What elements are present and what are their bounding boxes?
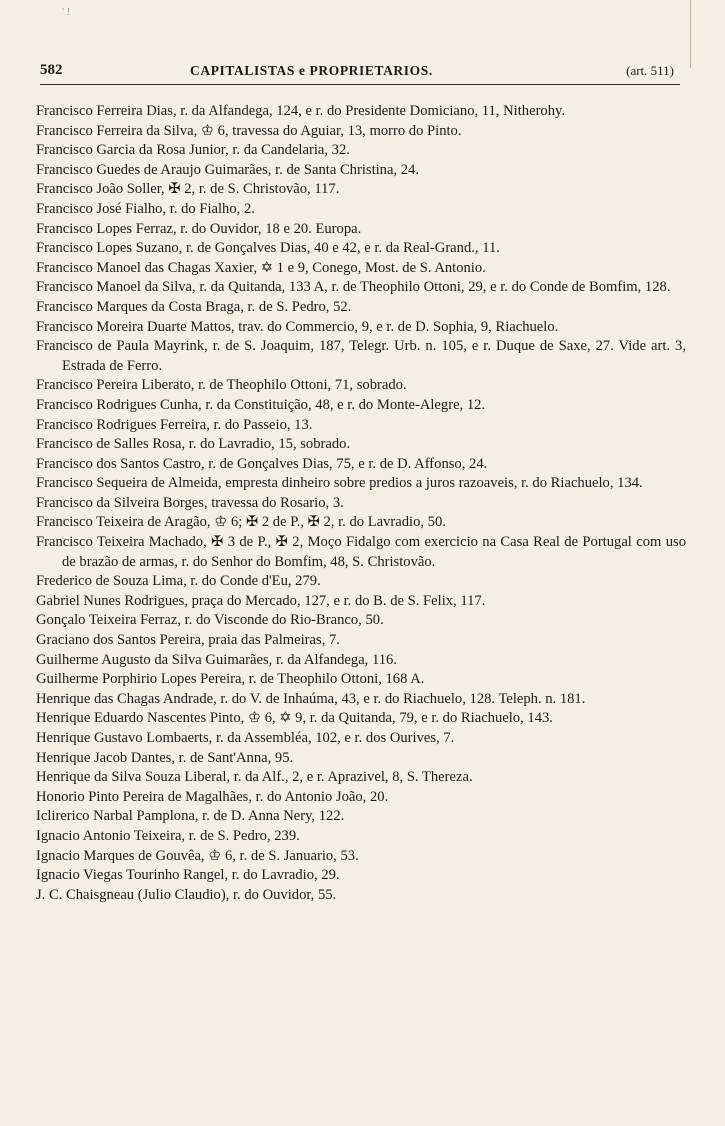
directory-entry: Francisco de Salles Rosa, r. do Lavradio, 15, sobrado.	[36, 436, 351, 453]
page-number: 582	[40, 62, 63, 78]
directory-entry: Henrique Eduardo Nascentes Pinto, ♔ 6, ✡ 9, r. da Quitanda, 79, e r. do Riachuelo, 143.	[36, 710, 553, 727]
directory-entry: Gabriel Nunes Rodrigues, praça do Mercado, 127, e r. do B. de S. Felix, 117.	[36, 592, 486, 609]
directory-entry: Francisco Marques da Costa Braga, r. de S. Pedro, 52.	[36, 298, 352, 315]
page-edge-line	[690, 0, 691, 68]
running-title: CAPITALISTAS e PROPRIETARIOS.	[190, 63, 433, 78]
directory-entry: Ignacio Antonio Teixeira, r. de S. Pedro, 239.	[36, 827, 300, 844]
directory-entry: Gonçalo Teixeira Ferraz, r. do Visconde do Rio-Branco, 50.	[36, 612, 384, 629]
running-header	[40, 60, 680, 85]
directory-entry: Francisco Lopes Ferraz, r. do Ouvidor, 18 e 20. Europa.	[36, 220, 362, 237]
article-reference: (art. 511)	[626, 63, 674, 78]
directory-entry: Francisco Sequeira de Almeida, empresta dinheiro sobre predios a juros razoaveis, r. do Riachuelo, 134.	[36, 475, 643, 492]
directory-entry: Henrique Jacob Dantes, r. de Sant'Anna, 95.	[36, 749, 294, 766]
directory-entry: Henrique das Chagas Andrade, r. do V. de Inhaúma, 43, e r. do Riachuelo, 128. Teleph. n. 181.	[36, 690, 586, 707]
directory-entry: Francisco da Silveira Borges, travessa do Rosario, 3.	[36, 494, 344, 511]
directory-entry: Francisco Rodrigues Ferreira, r. do Passeio, 13.	[36, 416, 313, 433]
directory-entry: Francisco Guedes de Araujo Guimarães, r. de Santa Christina, 24.	[36, 161, 419, 178]
directory-entry: Ignacio Viegas Tourinho Rangel, r. do Lavradio, 29.	[36, 867, 340, 884]
directory-entry: Francisco Rodrigues Cunha, r. da Constituição, 48, e r. do Monte-Alegre, 12.	[36, 396, 486, 413]
directory-entry: Frederico de Souza Lima, r. do Conde d'Eu, 279.	[36, 573, 321, 590]
directory-entry: Francisco João Soller, ✠ 2, r. de S. Christovão, 117.	[36, 181, 340, 198]
page-marks: ' !	[62, 6, 71, 18]
directory-entry: Francisco Teixeira de Aragão, ♔ 6; ✠ 2 de P., ✠ 2, r. do Lavradio, 50.	[36, 514, 446, 531]
directory-entry: Honorio Pinto Pereira de Magalhães, r. do Antonio João, 20.	[36, 788, 389, 805]
directory-entry: Francisco Manoel da Silva, r. da Quitanda, 133 A, r. de Theophilo Ottoni, 29, e r. do Conde de Bomfim, 128.	[36, 279, 671, 296]
directory-entry: Francisco Ferreira Dias, r. da Alfandega, 124, e r. do Presidente Domiciano, 11, Nitherohy.	[36, 103, 566, 119]
directory-entry: Francisco Manoel das Chagas Xaxier, ✡ 1 e 9, Conego, Most. de S. Antonio.	[36, 259, 486, 276]
directory-entry: Francisco Lopes Suzano, r. de Gonçalves Dias, 40 e 42, e r. da Real-Grand., 11.	[36, 240, 500, 257]
directory-entry: Francisco Garcia da Rosa Junior, r. da Candelaria, 32.	[36, 142, 350, 159]
directory-entry: Francisco dos Santos Castro, r. de Gonçalves Dias, 75, e r. de D. Affonso, 24.	[36, 455, 488, 472]
directory-entry: Guilherme Augusto da Silva Guimarães, r. da Alfandega, 116.	[36, 651, 397, 668]
directory-entry: Henrique da Silva Souza Liberal, r. da Alf., 2, e r. Aprazivel, 8, S. Thereza.	[36, 769, 473, 786]
directory-entry: Francisco de Paula Mayrink, r. de S. Joaquim, 187, Telegr. Urb. n. 105, e r. Duque de Saxe, 27. Vide art. 3, Estrada de Ferro.	[36, 338, 686, 374]
directory-entry: Francisco Teixeira Machado, ✠ 3 de P., ✠ 2, Moço Fidalgo com exercicio na Casa Real de Portugal com uso de brazão de armas, r. do Senhor do Bomfim, 48, S. Christovão.	[36, 534, 686, 570]
directory-entry: J. C. Chaisgneau (Julio Claudio), r. do Ouvidor, 55.	[36, 886, 337, 903]
directory-entry: Iclirerico Narbal Pamplona, r. de D. Anna Nery, 122.	[36, 808, 345, 825]
directory-entry: Graciano dos Santos Pereira, praia das Palmeiras, 7.	[36, 632, 340, 649]
directory-entries	[36, 102, 686, 905]
directory-entry: Francisco Moreira Duarte Mattos, trav. do Commercio, 9, e r. de D. Sophia, 9, Riachuelo.	[36, 318, 559, 335]
directory-entry: Francisco José Fialho, r. do Fialho, 2.	[36, 200, 255, 217]
directory-entry: Francisco Ferreira da Silva, ♔ 6, travessa do Aguiar, 13, morro do Pinto.	[36, 122, 462, 139]
directory-entry: Henrique Gustavo Lombaerts, r. da Assembléa, 102, e r. dos Ourives, 7.	[36, 730, 455, 746]
directory-entry: Guilherme Porphirio Lopes Pereira, r. de Theophilo Ottoni, 168 A.	[36, 671, 425, 688]
directory-entry: Francisco Pereira Liberato, r. de Theophilo Ottoni, 71, sobrado.	[36, 377, 407, 394]
directory-entry: Ignacio Marques de Gouvêa, ♔ 6, r. de S. Januario, 53.	[36, 847, 359, 864]
